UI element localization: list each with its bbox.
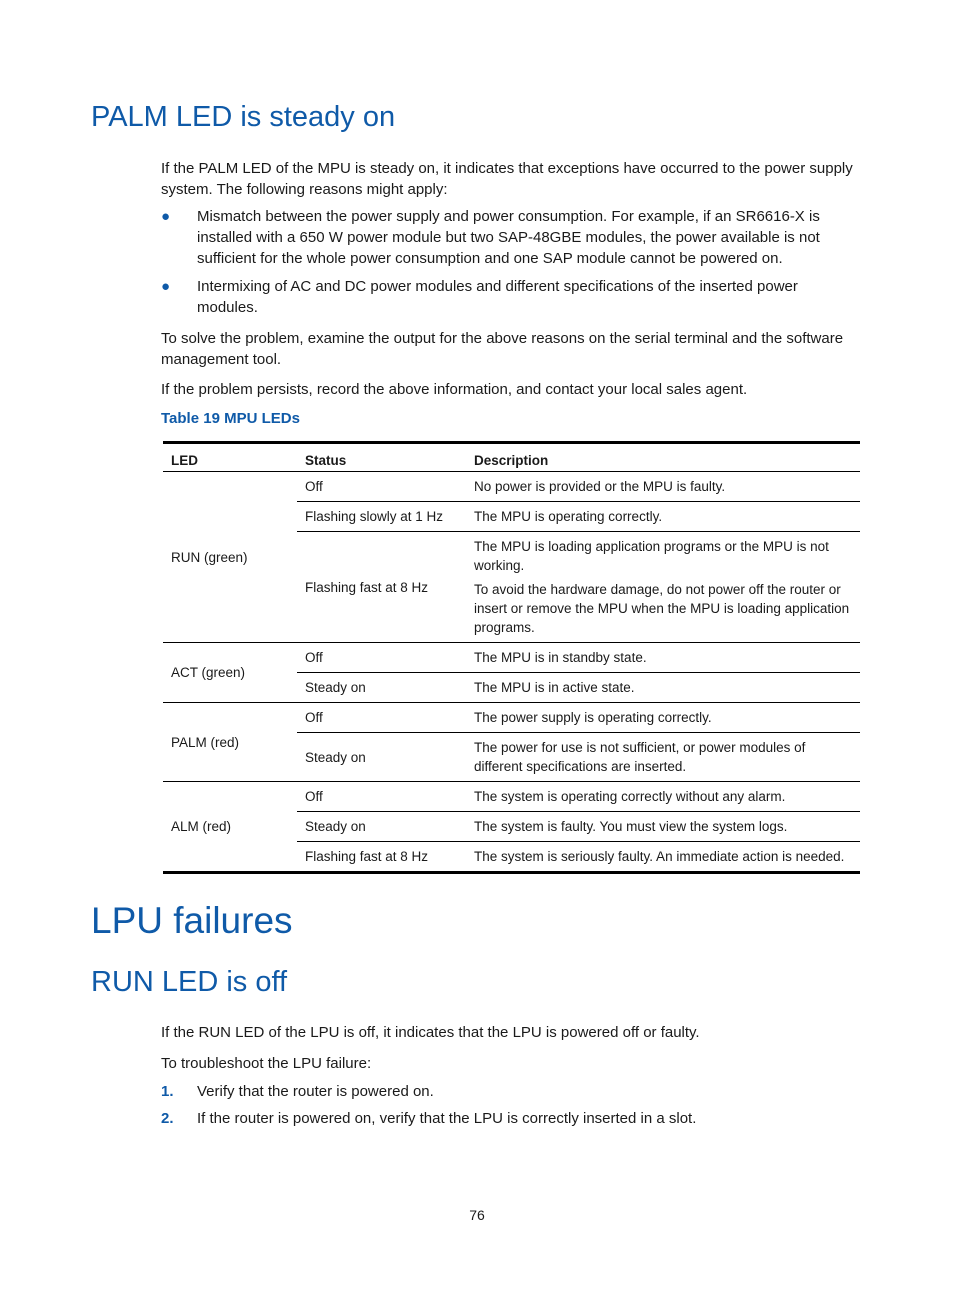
description-text: The system is operating correctly without any alarm.: [474, 789, 786, 804]
status-cell: Steady on: [297, 812, 466, 842]
table-caption: Table 19 MPU LEDs: [161, 410, 300, 427]
column-header-status: Status: [297, 443, 466, 472]
description-cell: [466, 532, 860, 643]
status-cell: Steady on: [297, 673, 466, 703]
lpu-troubleshoot-paragraph: To troubleshoot the LPU failure:: [161, 1055, 372, 1072]
page-number: 76: [469, 1207, 485, 1223]
description-text: The system is seriously faulty. An immediate action is needed.: [474, 849, 845, 864]
mpu-led-table: [163, 441, 860, 874]
status-cell: Off: [297, 472, 466, 502]
chapter-heading-lpu: LPU failures: [91, 900, 293, 941]
column-header-led: LED: [163, 443, 297, 472]
description-text: The MPU is in active state.: [474, 680, 635, 695]
section-heading-run: RUN LED is off: [91, 966, 288, 998]
step-text: Verify that the router is powered on.: [197, 1083, 434, 1100]
description-text: The MPU is loading application programs or the MPU is not working.: [474, 539, 829, 573]
description-cell: [466, 472, 860, 502]
description-text: The system is faulty. You must view the system logs.: [474, 819, 788, 834]
section-heading-palm: PALM LED is steady on: [91, 101, 396, 133]
description-text: To avoid the hardware damage, do not power off the router or insert or remove the MPU when the MPU is loading application programs.: [474, 582, 850, 635]
bullet-text: Intermixing of AC and DC power modules and different specifications of the inserted power modules.: [197, 278, 798, 316]
table-row: [163, 472, 860, 502]
step-number: 2.: [161, 1110, 174, 1127]
description-cell: [466, 502, 860, 532]
description-cell: [466, 733, 860, 782]
palm-persist-paragraph: If the problem persists, record the above information, and contact your local sales agent.: [161, 381, 748, 398]
description-cell: [466, 643, 860, 673]
description-text: No power is provided or the MPU is faulty.: [474, 479, 726, 494]
status-cell: Off: [297, 643, 466, 673]
description-text: The power for use is not sufficient, or power modules of different specifications are inserted.: [474, 740, 806, 774]
table-row: [163, 782, 860, 812]
column-header-description: Description: [466, 443, 860, 472]
led-cell: ALM (red): [163, 782, 297, 873]
status-cell: Flashing fast at 8 Hz: [297, 532, 466, 643]
led-cell: RUN (green): [163, 472, 297, 643]
lpu-intro-paragraph: If the RUN LED of the LPU is off, it indicates that the LPU is powered off or faulty.: [161, 1024, 700, 1041]
description-text: The MPU is in standby state.: [474, 650, 647, 665]
description-cell: [466, 673, 860, 703]
bullet-icon: ●: [161, 278, 171, 295]
table-header-row: [163, 443, 860, 472]
led-cell: PALM (red): [163, 703, 297, 782]
status-cell: Steady on: [297, 733, 466, 782]
status-cell: Flashing slowly at 1 Hz: [297, 502, 466, 532]
table-row: [163, 643, 860, 673]
bullet-icon: ●: [161, 208, 171, 225]
status-cell: Flashing fast at 8 Hz: [297, 842, 466, 873]
step-text: If the router is powered on, verify that the LPU is correctly inserted in a slot.: [197, 1110, 697, 1127]
description-cell: [466, 703, 860, 733]
table-row: [163, 703, 860, 733]
status-cell: Off: [297, 703, 466, 733]
description-cell: [466, 842, 860, 873]
led-cell: ACT (green): [163, 643, 297, 703]
palm-solve-paragraph: To solve the problem, examine the output for the above reasons on the serial terminal and the software management tool.: [161, 330, 844, 368]
step-number: 1.: [161, 1083, 174, 1100]
status-cell: Off: [297, 782, 466, 812]
description-text: The power supply is operating correctly.: [474, 710, 712, 725]
description-text: The MPU is operating correctly.: [474, 509, 663, 524]
bullet-text: Mismatch between the power supply and power consumption. For example, if an SR6616-X is installed with a 650 W power module but two SAP-48GBE modules, the power available is not sufficient for the whole power consumption and one SAP module cannot be powered on.: [197, 208, 820, 267]
description-cell: [466, 812, 860, 842]
palm-intro-paragraph: If the PALM LED of the MPU is steady on, it indicates that exceptions have occurred to the power supply system. The following reasons might apply:: [161, 160, 853, 198]
description-cell: [466, 782, 860, 812]
